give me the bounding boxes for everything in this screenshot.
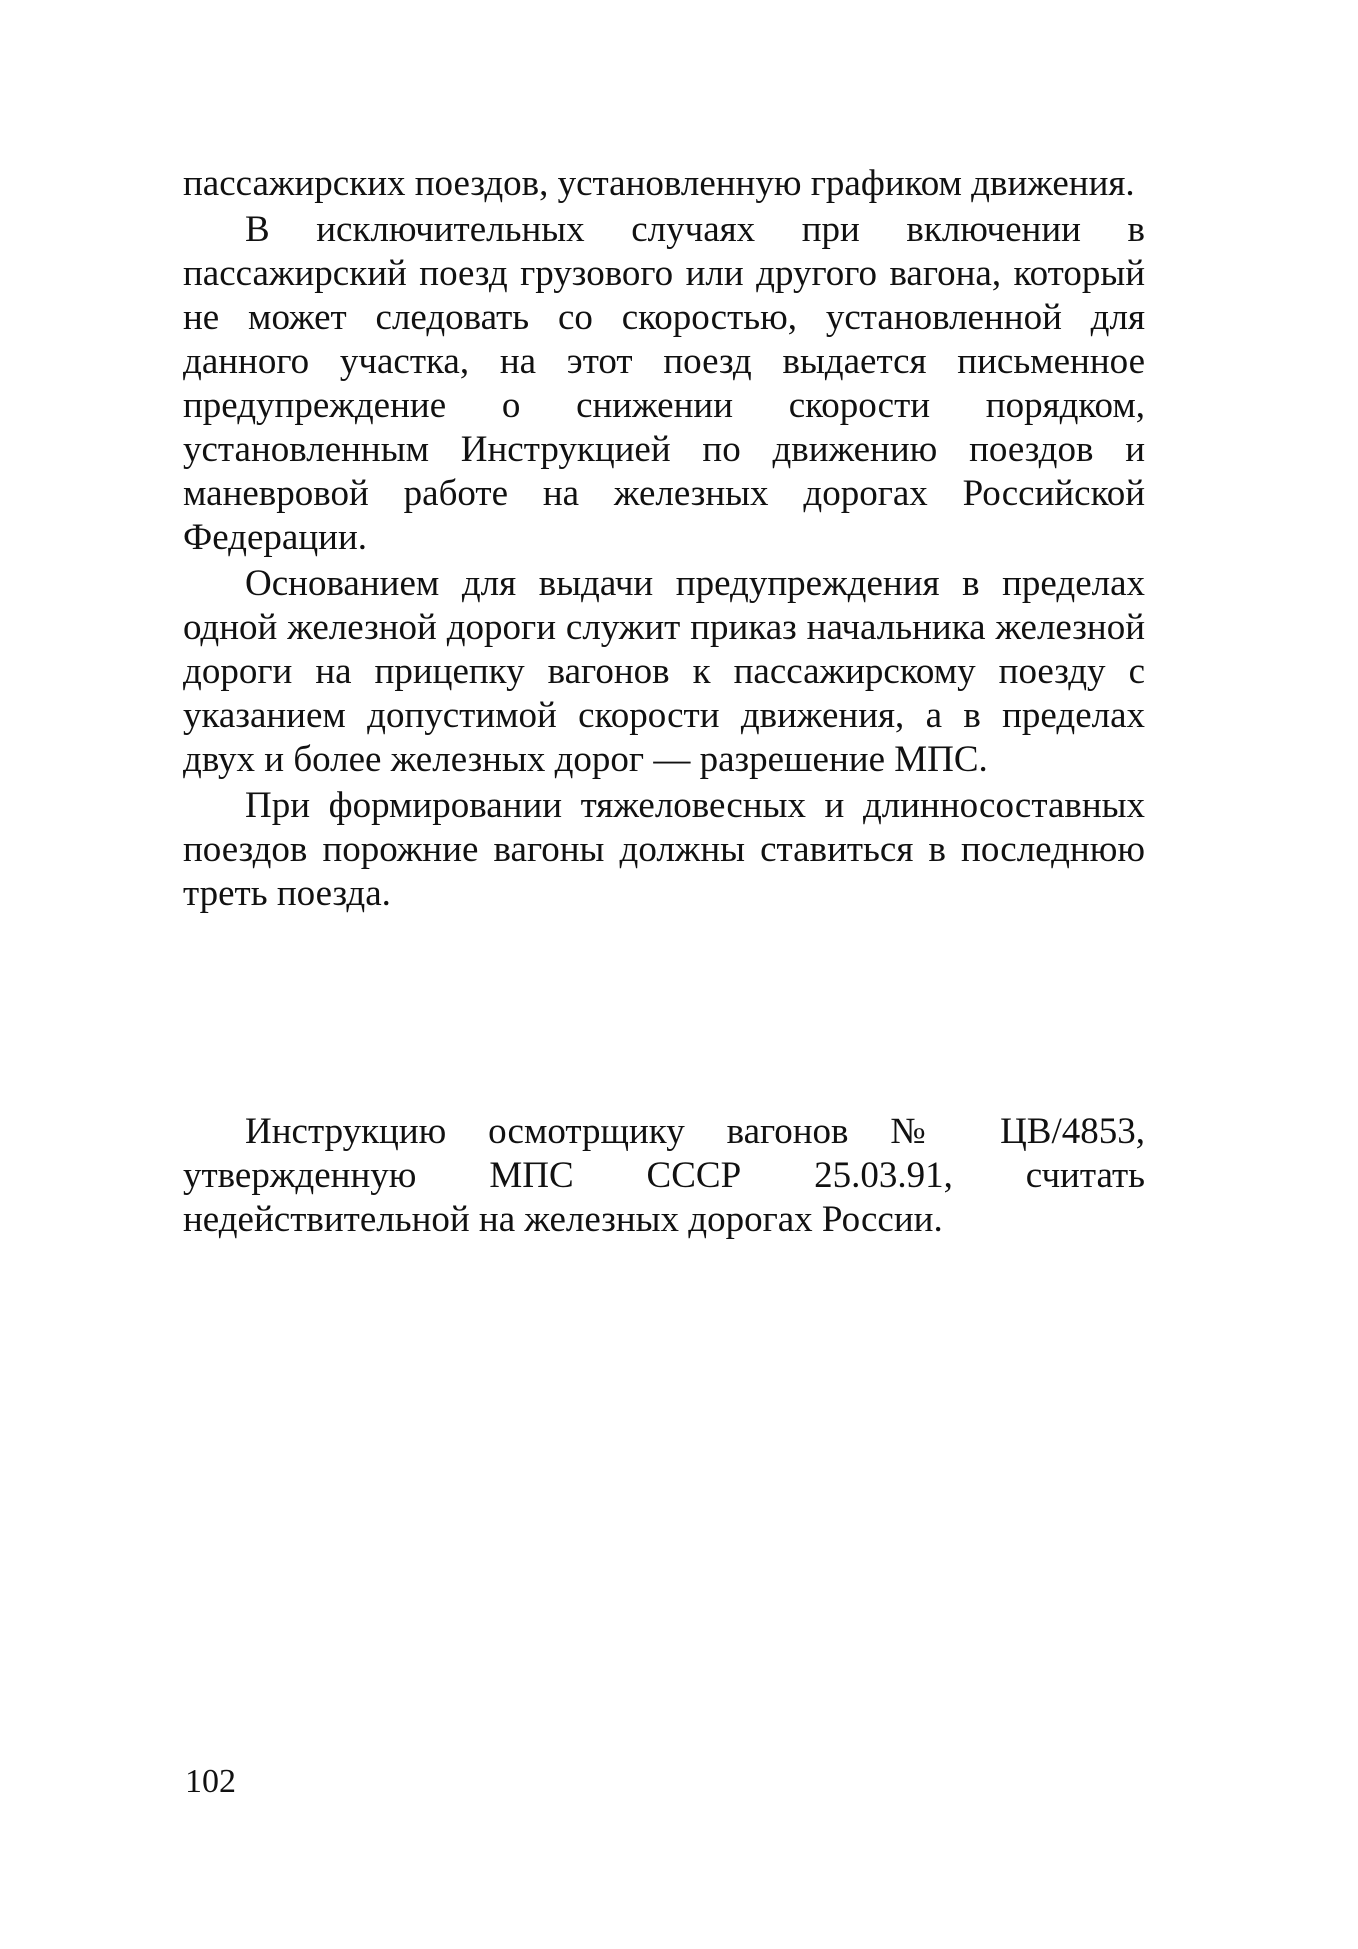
main-text [183, 162, 1145, 918]
paragraph-continuation: пассажирских поездов, установленную графиком движения. [183, 163, 1135, 204]
page-number: 102 [185, 1763, 236, 1800]
invalidation-notice [183, 1110, 1145, 1244]
paragraph-exceptional-cases: В исключительных случаях при включении в пассажирский поезд грузового или другого вагона, который не может следовать со скоростью, установленной для данного участка, на этот поезд выдается письменное предупреждение о снижении скорости порядком, установленным Инструкцией по движению поездов и маневровой работе на железных дорогах Российской Федерации. [183, 209, 1145, 558]
paragraph-warning-basis: Основанием для выдачи предупреждения в пределах одной железной дороги служит приказ начальника железной дороги на прицепку вагонов к пассажирскому поезду с указанием допустимой скорости движения, а в пределах двух и более железных дорог — разрешение МПС. [183, 563, 1145, 780]
paragraph-empty-wagons: При формировании тяжеловесных и длинносоставных поездов порожние вагоны должны ставиться в последнюю треть поезда. [183, 785, 1145, 914]
notice-text: Инструкцию осмотрщику вагонов № ЦВ/4853, утвержденную МПС СССР 25.03.91, считать недействительной на железных дорогах России. [183, 1111, 1145, 1240]
